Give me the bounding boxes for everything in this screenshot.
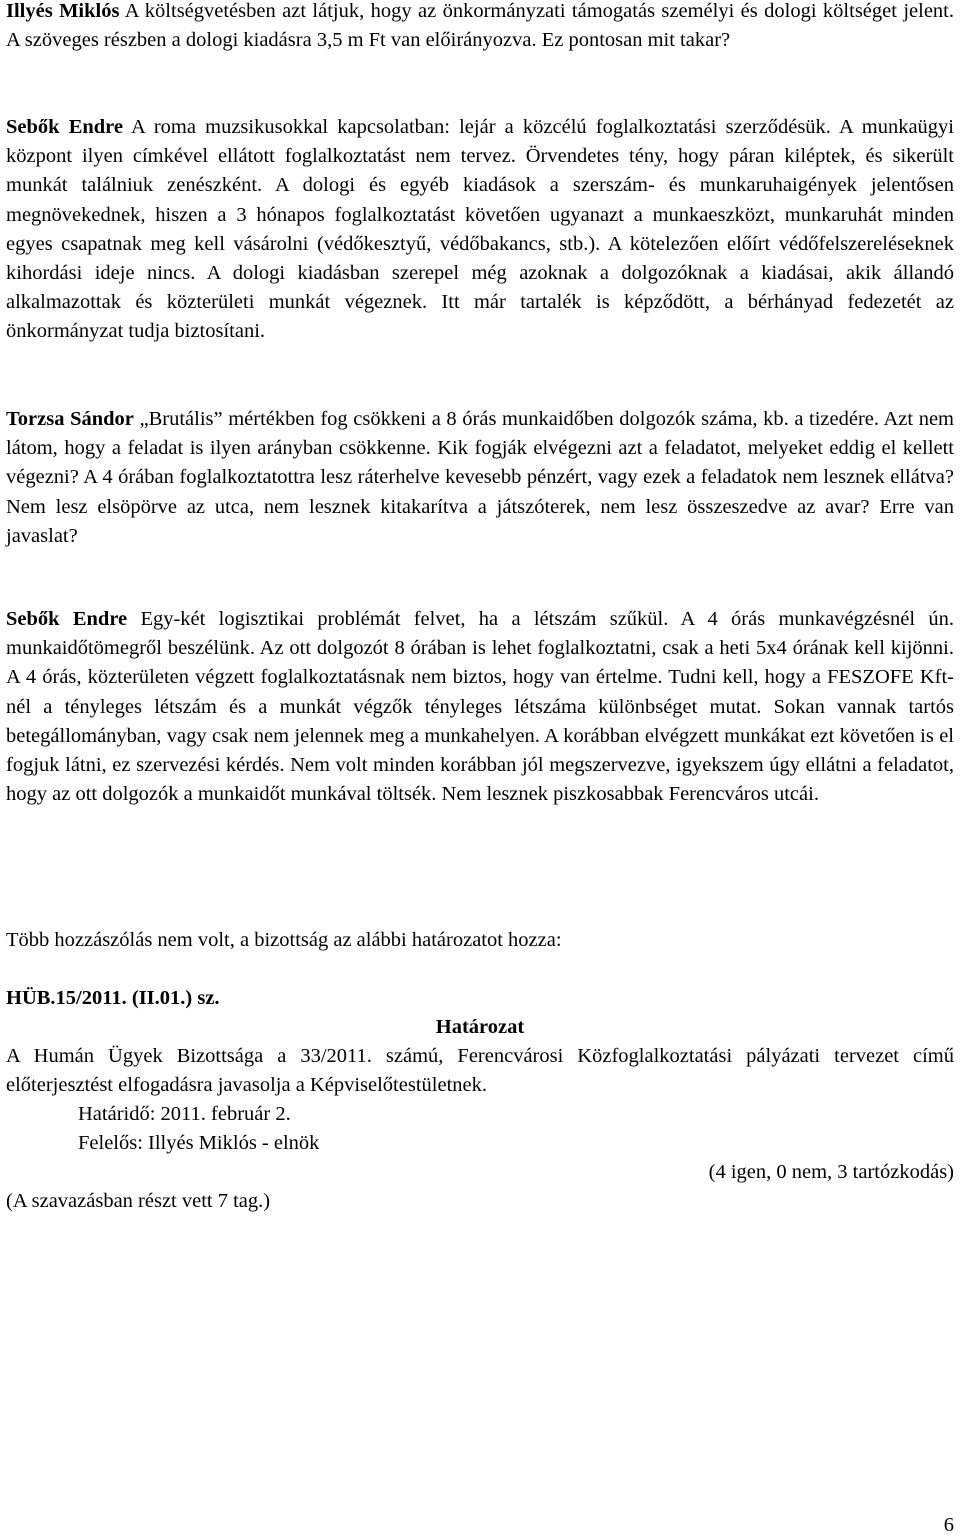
speaker-name: Sebők Endre: [6, 608, 128, 630]
resolution-body: A Humán Ügyek Bizottsága a 33/2011. számú, Ferencvárosi Közfoglalkoztatási pályázati tervezet című előterjesztést elfogadásra javasolja a Képviselőtestületnek.: [6, 1045, 954, 1097]
speaker-name: Torzsa Sándor: [6, 408, 134, 430]
resolution-number: HÜB.15/2011. (II.01.) sz.: [6, 987, 220, 1009]
speaker-name: Illyés Miklós: [6, 0, 120, 22]
paragraph-sebok-endre-2: [6, 605, 954, 809]
resolution-deadline: Határidő: 2011. február 2.: [78, 1103, 291, 1125]
paragraph-text: A költségvetésben azt látjuk, hogy az önkormányzati támogatás személyi és dologi költséget jelent. A szöveges részben a dologi kiadásra 3,5 m Ft van előirányozva. Ez pontosan mit takar?: [6, 0, 954, 52]
paragraph-text: Egy-két logisztikai problémát felvet, ha a létszám szűkül. A 4 órás munkavégzésnél ún. munkaidőtömegről beszélünk. Az ott dolgozót 8 órában is lehet foglalkoztatni, csak a heti 5x4 órának kell kijönni. A 4 órás, közterületen végzett foglalkoztatásnak nem biztos, hogy van értelme. Tudni kell, hogy a FESZOFE Kft-nél a tényleges létszám és a munkát végzők tényleges létszáma különbséget mutat. Sokan vannak tartós betegállományban, vagy csak nem jelennek meg a munkahelyen. A korábban elvégzett munkákat ezt követően is el fogjuk látni, ez szervezési kérdés. Nem volt minden korábban jól megszervezve, igyekszem úgy ellátni a feladatot, hogy az ott dolgozók a munkaidőt munkával töltsék. Nem lesznek piszkosabbak Ferencváros utcái.: [6, 608, 955, 806]
paragraph-illyes-miklos: [6, 0, 954, 55]
paragraph-sebok-endre-1: [6, 113, 954, 347]
resolution-title: Határozat: [435, 1016, 525, 1038]
paragraph-torzsa-sandor: [6, 405, 954, 551]
resolution-responsible: Felelős: Illyés Miklós - elnök: [78, 1132, 320, 1154]
paragraph-text: „Brutális” mértékben fog csökkeni a 8 órás munkaidőben dolgozók száma, kb. a tizedére. Azt nem látom, hogy a feladat is ilyen arányban csökkenne. Kik fogják elvégezni azt a feladatot, melyeket eddig el kellett végezni? A 4 órában foglalkoztatottra lesz ráterhelve kevesebb pénzért, vagy ezek a feladatok nem lesznek ellátva? Nem lesz elsöpörve az utca, nem lesznek kitakarítva a játszóterek, nem lesz összeszedve az avar? Erre van javaslat?: [6, 408, 954, 547]
resolution-vote-result: (4 igen, 0 nem, 3 tartózkodás): [708, 1161, 954, 1183]
paragraph-text: A roma muzsikusokkal kapcsolatban: lejár a közcélú foglalkoztatási szerződésük. A munkaügyi központ ilyen címkével ellátott foglalkoztatást nem tervez. Örvendetes tény, hogy páran kiléptek, és sikerült munkát találniuk zenészként. A dologi és egyéb kiadások a szerszám- és munkaruhaigények jelentősen megnövekednek, hiszen a 3 hónapos foglalkoztatást követően ugyanazt a munkaeszközt, munkaruhát minden egyes csapatnak meg kell vásárolni (védőkesztyű, védőbakancs, stb.). A kötelezően előírt védőfelszereléseknek kihordási ideje nincs. A dologi kiadásban szerepel még azoknak a dolgozóknak a kiadásai, akik állandó alkalmazottak és közterületi munkát végeznek. Itt már tartalék is képződött, a bérhányad fedezetét az önkormányzat tudja biztosítani.: [6, 116, 955, 343]
resolution-participants: (A szavazásban részt vett 7 tag.): [6, 1190, 271, 1212]
speaker-name: Sebők Endre: [6, 116, 124, 138]
closing-statement: Több hozzászólás nem volt, a bizottság az alábbi határozatot hozza:: [6, 929, 562, 951]
page-number: 6: [943, 1514, 954, 1536]
